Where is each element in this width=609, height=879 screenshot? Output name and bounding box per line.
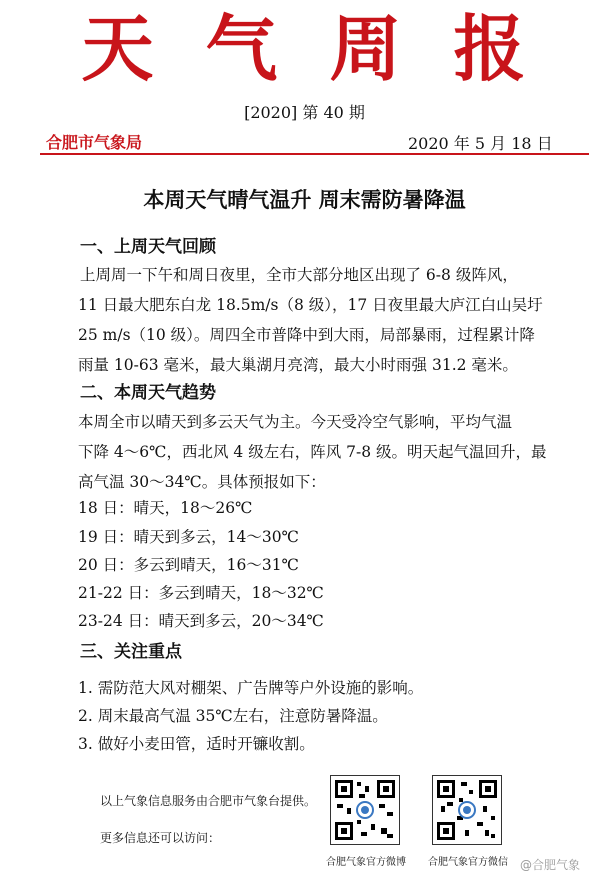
forecast-day: 20 日：多云到晴天，16～31℃ (78, 556, 299, 574)
focus-point: 3. 做好小麦田管，适时开镰收割。 (78, 735, 315, 753)
paragraph-line: 高气温 30～34℃。具体预报如下： (78, 473, 326, 491)
footer-provided-by: 以上气象信息服务由合肥市气象台提供。 (100, 794, 317, 808)
issue-text: [2020] 第 40 期 (244, 103, 365, 122)
qr-code-icon (433, 776, 501, 844)
paragraph-line: 11 日最大肥东白龙 18.5m/s（8 级），17 日夜里最大庐江白山吴圩 (78, 296, 543, 314)
wechat-qr-label: 合肥气象官方微信 (428, 857, 508, 868)
weibo-qr-label: 合肥气象官方微博 (326, 857, 406, 868)
agency-name: 合肥市气象局 (46, 133, 143, 152)
masthead-title (0, 6, 609, 92)
paragraph-line: 本周全市以晴天到多云天气为主。今天受冷空气影响，平均气温 (78, 413, 513, 431)
masthead-char: 报 (453, 6, 528, 91)
focus-point: 1. 需防范大风对棚架、广告牌等户外设施的影响。 (78, 679, 424, 697)
paragraph-line: 25 m/s（10 级）。周四全市普降中到大雨，局部暴雨，过程累计降 (78, 326, 535, 344)
trend-paragraph (78, 407, 584, 497)
header-divider (40, 153, 589, 155)
paragraph-line: 下降 4～6℃，西北风 4 级左右，阵风 7-8 级。明天起气温回升，最 (78, 443, 547, 461)
qr-code-icon (331, 776, 399, 844)
wechat-qr-code (432, 775, 502, 845)
issue-number (0, 100, 609, 123)
masthead-char: 天 (81, 6, 156, 91)
review-paragraph (78, 260, 584, 380)
section-heading-focus: 三、关注重点 (80, 642, 182, 662)
masthead-char: 气 (205, 6, 280, 91)
forecast-day: 21-22 日：多云到晴天，18～32℃ (78, 584, 324, 602)
weibo-qr-code (330, 775, 400, 845)
paragraph-line: 上周周一下午和周日夜里，全市大部分地区出现了 6-8 级阵风， (80, 266, 518, 284)
forecast-day: 19 日：晴天到多云，14～30℃ (78, 528, 299, 546)
forecast-day: 18 日：晴天，18～26℃ (78, 499, 253, 517)
section-heading-review: 一、上周天气回顾 (80, 237, 216, 257)
paragraph-line: 雨量 10-63 毫米，最大巢湖月亮湾，最大小时雨强 31.2 毫米。 (78, 356, 518, 374)
issue-date: 2020 年 5 月 18 日 (408, 134, 553, 153)
footer-more-info: 更多信息还可以访问： (100, 831, 221, 845)
focus-point: 2. 周末最高气温 35℃左右，注意防暑降温。 (78, 707, 388, 725)
watermark: @合肥气象 (520, 858, 581, 872)
masthead-char: 周 (329, 6, 404, 91)
section-heading-trend: 二、本周天气趋势 (80, 383, 216, 403)
forecast-day: 23-24 日：晴天到多云，20～34℃ (78, 612, 324, 630)
headline: 本周天气晴气温升 周末需防暑降温 (143, 188, 466, 212)
